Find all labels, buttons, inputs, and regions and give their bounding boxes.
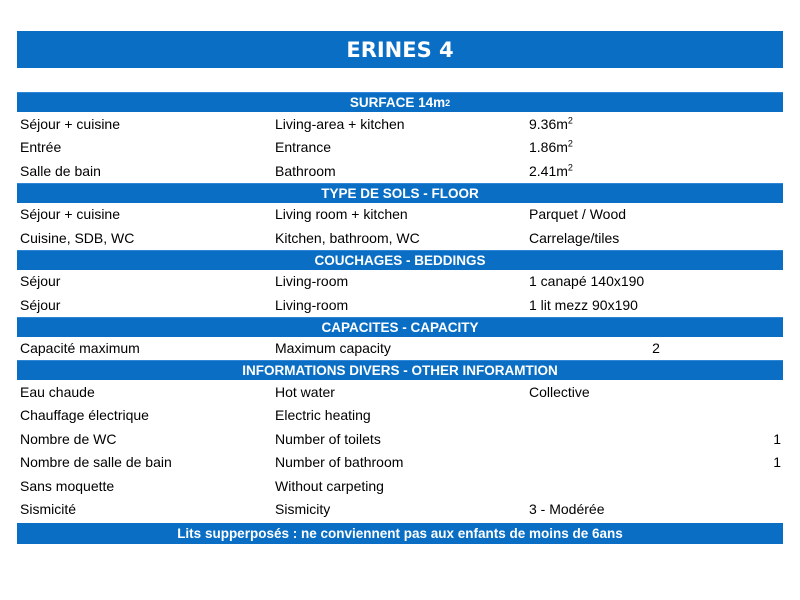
cell-en: Living-area + kitchen: [275, 115, 405, 132]
surface-total-value: 14m: [418, 95, 446, 110]
cell-fr: Séjour: [20, 296, 61, 313]
cell-fr: Séjour + cuisine: [20, 115, 121, 132]
cell-fr: Entrée: [20, 139, 62, 156]
table-row: [17, 474, 783, 498]
info-header-label: INFORMATIONS DIVERS - OTHER INFORAMTION: [242, 363, 558, 378]
cell-en: Electric heating: [275, 407, 371, 424]
table-row: [17, 498, 783, 522]
footer-notice: [17, 523, 783, 544]
cell-value: Carrelage/tiles: [529, 229, 620, 246]
cell-en: Number of bathroom: [275, 454, 404, 471]
cell-fr: Sismicité: [20, 501, 77, 518]
cell-value-sup: 2: [567, 115, 573, 126]
cell-value: Parquet / Wood: [529, 206, 627, 223]
cell-value: [529, 139, 655, 155]
cell-fr: Chauffage électrique: [20, 407, 149, 424]
table-row: [17, 270, 783, 294]
table-row: [17, 380, 783, 404]
table-row: [17, 404, 783, 428]
capacity-header-label: CAPACITES - CAPACITY: [321, 319, 479, 335]
cell-value-text: 1.86m: [529, 139, 568, 156]
cell-fr: Cuisine, SDB, WC: [20, 229, 135, 246]
section-header-beddings: [17, 250, 783, 270]
table-row: [17, 427, 783, 451]
cell-fr: Nombre de salle de bain: [20, 454, 172, 471]
title-text: ERINES 4: [346, 37, 454, 62]
cell-number: 1: [773, 454, 781, 471]
cell-value: [529, 116, 655, 132]
table-row: [17, 226, 783, 250]
cell-value-text: 9.36m: [529, 115, 568, 132]
cell-fr: Nombre de WC: [20, 430, 117, 447]
table-row: [17, 451, 783, 475]
cell-value: 1 canapé 140x190: [529, 273, 645, 290]
cell-fr: Salle de bain: [20, 162, 101, 179]
table-row: [17, 337, 783, 361]
cell-value: 3 - Modérée: [529, 501, 605, 518]
cell-en: Living-room: [275, 273, 349, 290]
table-row: [17, 136, 783, 160]
cell-en: Living room + kitchen: [275, 206, 408, 223]
cell-en: Living-room: [275, 296, 349, 313]
cell-en: Kitchen, bathroom, WC: [275, 229, 420, 246]
cell-value-sup: 2: [567, 138, 573, 149]
table-row: [17, 159, 783, 183]
cell-value: Collective: [529, 383, 590, 400]
cell-value-sup: 2: [567, 162, 573, 173]
page-title: [17, 31, 783, 68]
cell-number: 1: [773, 430, 781, 447]
cell-en: Maximum capacity: [275, 340, 391, 357]
table-row: [17, 203, 783, 227]
cell-value: [529, 163, 655, 179]
cell-fr: Sans moquette: [20, 477, 115, 494]
property-sheet: [17, 31, 783, 544]
section-header-surface: SURFACE 14m 2: [17, 92, 783, 112]
cell-en: Bathroom: [275, 162, 336, 179]
cell-en: Entrance: [275, 139, 332, 156]
cell-en: Hot water: [275, 383, 335, 400]
floor-header-label: TYPE DE SOLS - FLOOR: [321, 185, 479, 201]
cell-en: Number of toilets: [275, 430, 381, 447]
cell-fr: Eau chaude: [20, 383, 95, 400]
beddings-header-label: COUCHAGES - BEDDINGS: [314, 252, 486, 268]
section-header-floor: [17, 183, 783, 203]
cell-en: Sismicity: [275, 501, 331, 518]
footer-text: Lits supperposés : ne conviennent pas aux enfants de moins de 6ans: [177, 526, 623, 541]
cell-fr: Capacité maximum: [20, 340, 140, 357]
surface-header-label: SURFACE: [349, 95, 415, 110]
cell-en: Without carpeting: [275, 477, 384, 494]
cell-value: 2: [652, 340, 660, 357]
section-header-info: [17, 360, 783, 380]
cell-fr: Séjour + cuisine: [20, 206, 121, 223]
cell-value: 1 lit mezz 90x190: [529, 296, 638, 313]
table-row: [17, 112, 783, 136]
section-header-capacity: [17, 317, 783, 337]
cell-fr: Séjour: [20, 273, 61, 290]
table-row: [17, 293, 783, 317]
cell-value-text: 2.41m: [529, 162, 568, 179]
